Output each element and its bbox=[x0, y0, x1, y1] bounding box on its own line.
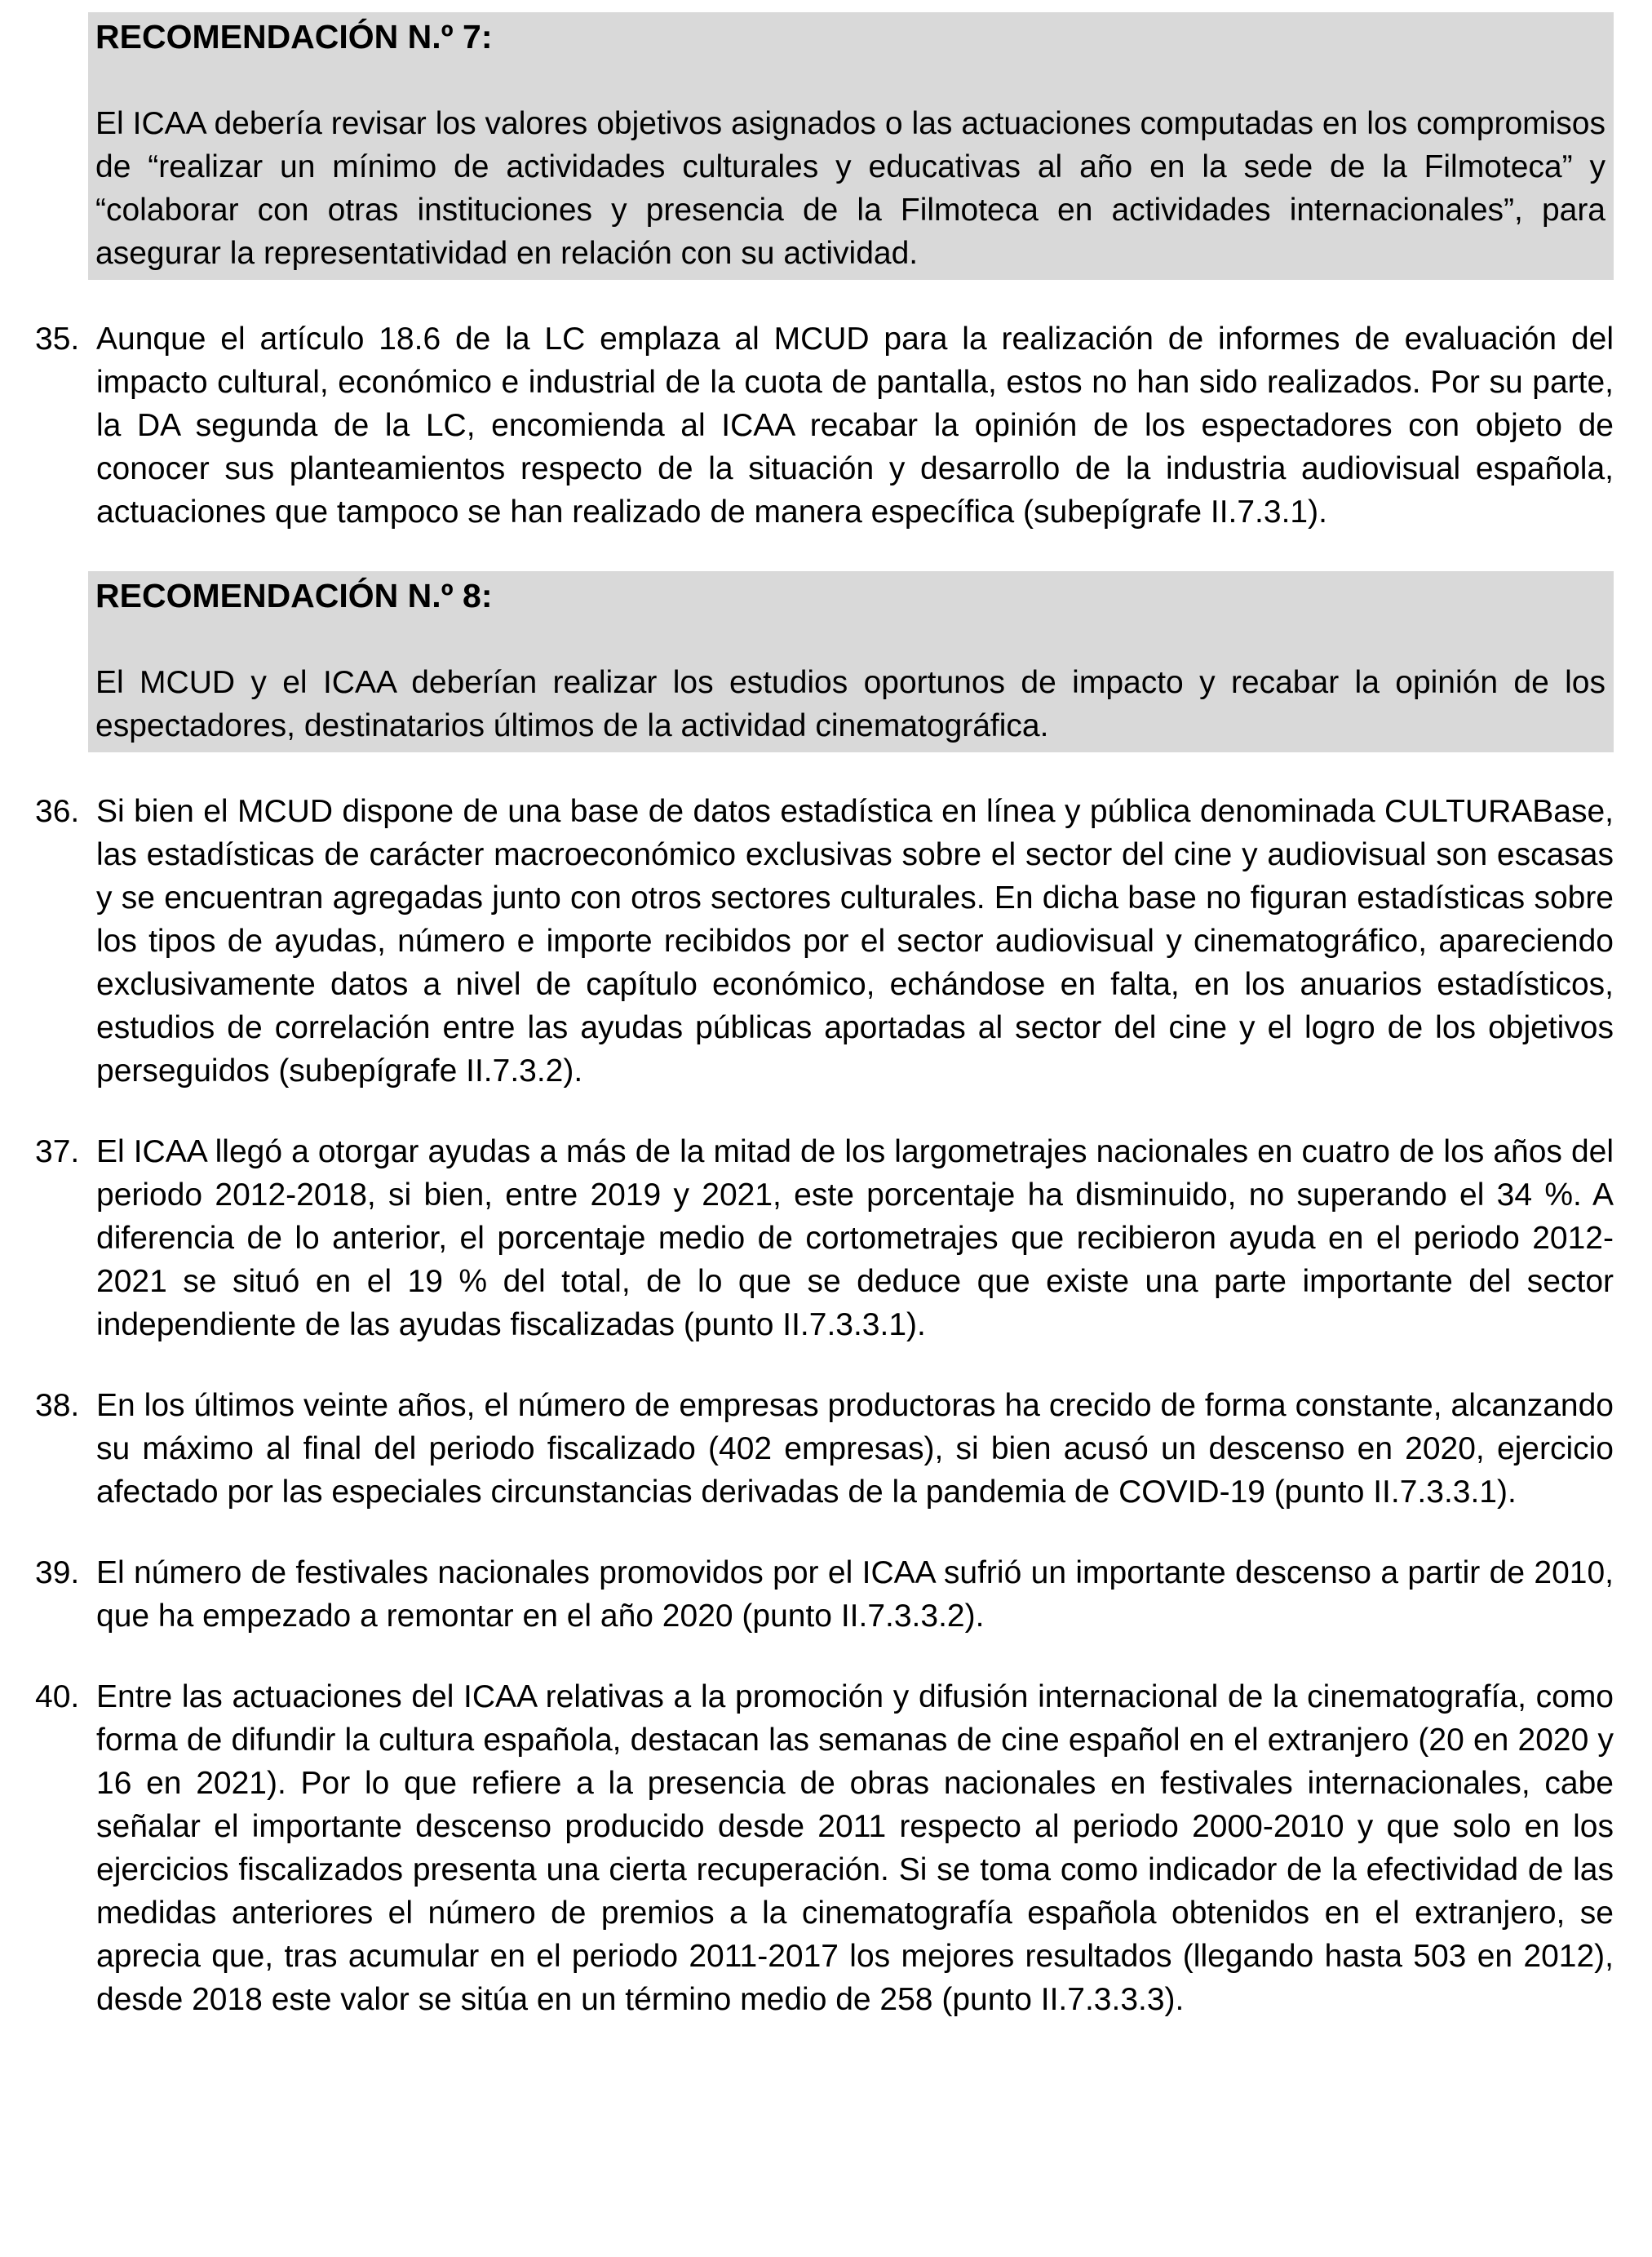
recommendation-7-title: RECOMENDACIÓN N.º 7: bbox=[95, 18, 493, 55]
paragraph-35 bbox=[35, 317, 1614, 534]
paragraph-35-number: 35. bbox=[35, 321, 80, 357]
paragraph-38-text: En los últimos veinte años, el número de empresas productoras ha crecido de forma constante, alcanzando su máximo al final del periodo fiscalizado (402 empresas), si bien acusó un descenso en 2020, ejercicio afectado por las especiales circunstancias derivadas de la pandemia de COVID-19 (punto II.7.3.3.1). bbox=[96, 1388, 1614, 1510]
paragraph-37-text: El ICAA llegó a otorgar ayudas a más de la mitad de los largometrajes nacionales en cuatro de los años del periodo 2012-2018, si bien, entre 2019 y 2021, este porcentaje ha disminuido, no superando el 34 %. A diferencia de lo anterior, el porcentaje medio de cortometrajes que recibieron ayuda en el periodo 2012-2021 se situó en el 19 % del total, de lo que se deduce que existe una parte importante del sector independiente de las ayudas fiscalizadas (punto II.7.3.3.1). bbox=[96, 1134, 1614, 1342]
paragraph-40-text: Entre las actuaciones del ICAA relativas a la promoción y difusión internacional de la cinematografía, como forma de difundir la cultura española, destacan las semanas de cine español en el extranjero (20 en 2020 y 16 en 2021). Por lo que refiere a la presencia de obras nacionales en festivales internacionales, cabe señalar el importante descenso producido desde 2011 respecto al periodo 2000-2010 y que solo en los ejercicios fiscalizados presenta una cierta recuperación. Si se toma como indicador de la efectividad de las medidas anteriores el número de premios a la cinematografía española obtenidos en el extranjero, se aprecia que, tras acumular en el periodo 2011-2017 los mejores resultados (llegando hasta 503 en 2012), desde 2018 este valor se sitúa en un término medio de 258 (punto II.7.3.3.3). bbox=[96, 1679, 1614, 2017]
paragraph-39-number: 39. bbox=[35, 1555, 80, 1590]
paragraph-37-number: 37. bbox=[35, 1134, 80, 1169]
paragraph-37 bbox=[35, 1130, 1614, 1346]
paragraph-39 bbox=[35, 1551, 1614, 1638]
recommendation-8-body: El MCUD y el ICAA deberían realizar los estudios oportunos de impacto y recabar la opinión de los espectadores, destinatarios últimos de la actividad cinematográfica. bbox=[95, 665, 1605, 743]
paragraph-39-text: El número de festivales nacionales promovidos por el ICAA sufrió un importante descenso a partir de 2010, que ha empezado a remontar en el año 2020 (punto II.7.3.3.2). bbox=[96, 1555, 1614, 1634]
paragraph-35-text: Aunque el artículo 18.6 de la LC emplaza al MCUD para la realización de informes de evaluación del impacto cultural, económico e industrial de la cuota de pantalla, estos no han sido realizados. Por su parte, la DA segunda de la LC, encomienda al ICAA recabar la opinión de los espectadores con objeto de conocer sus planteamientos respecto de la situación y desarrollo de la industria audiovisual española, actuaciones que tampoco se han realizado de manera específica (subepígrafe II.7.3.1). bbox=[96, 321, 1614, 530]
paragraph-38-number: 38. bbox=[35, 1388, 80, 1423]
recommendation-8-title: RECOMENDACIÓN N.º 8: bbox=[95, 577, 493, 614]
paragraph-38 bbox=[35, 1384, 1614, 1514]
paragraph-40-number: 40. bbox=[35, 1679, 80, 1714]
recommendation-8-box bbox=[88, 571, 1614, 752]
paragraph-36-number: 36. bbox=[35, 794, 80, 829]
recommendation-7-body: El ICAA debería revisar los valores objetivos asignados o las actuaciones computadas en los compromisos de “realizar un mínimo de actividades culturales y educativas al año en la sede de la Filmoteca” y “colaborar con otras instituciones y presencia de la Filmoteca en actividades internacionales”, para asegurar la representatividad en relación con su actividad. bbox=[95, 106, 1605, 271]
paragraph-36-text: Si bien el MCUD dispone de una base de datos estadística en línea y pública denominada CULTURABase, las estadísticas de carácter macroeconómico exclusivas sobre el sector del cine y audiovisual son escasas y se encuentran agregadas junto con otros sectores culturales. En dicha base no figuran estadísticas sobre los tipos de ayudas, número e importe recibidos por el sector audiovisual y cinematográfico, apareciendo exclusivamente datos a nivel de capítulo económico, echándose en falta, en los anuarios estadísticos, estudios de correlación entre las ayudas públicas aportadas al sector del cine y el logro de los objetivos perseguidos (subepígrafe II.7.3.2). bbox=[96, 794, 1614, 1089]
recommendation-7-box bbox=[88, 12, 1614, 280]
paragraph-36 bbox=[35, 790, 1614, 1093]
paragraph-40 bbox=[35, 1675, 1614, 2021]
